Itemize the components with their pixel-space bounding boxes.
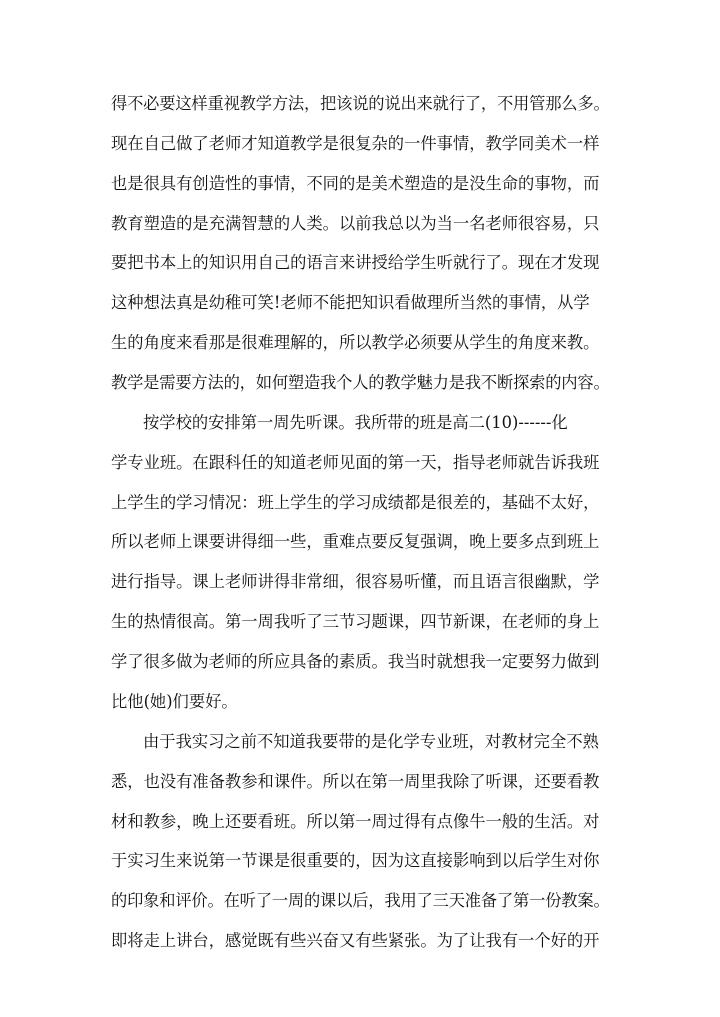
- text-line: 生的热情很高。第一周我听了三节习题课，四节新课，在老师的身上: [111, 612, 600, 631]
- text-line: 由于我实习之前不知道我要带的是化学专业班，对教材完全不熟: [143, 732, 599, 751]
- text-line: 教育塑造的是充满智慧的人类。以前我总以为当一名老师很容易，只: [111, 214, 600, 233]
- text-line: 教学是需要方法的，如何塑造我个人的教学魅力是我不断探索的内容。: [111, 373, 610, 392]
- text-line: 学了很多做为老师的所应具备的素质。我当时就想我一定要努力做到: [111, 652, 600, 671]
- text-line: 也是很具有创造性的事情，不同的是美术塑造的是没生命的事物，而: [111, 174, 600, 193]
- text-line: 所以老师上课要讲得细一些，重难点要反复强调，晚上要多点到班上: [111, 532, 600, 551]
- text-line: 进行指导。课上老师讲得非常细，很容易听懂，而且语言很幽默，学: [111, 572, 600, 591]
- text-line: 学专业班。在跟科任的知道老师见面的第一天，指导老师就告诉我班: [111, 453, 600, 472]
- text-line: 悉，也没有准备教参和课件。所以在第一周里我除了听课，还要看教: [111, 772, 600, 791]
- text-line: 这种想法真是幼稚可笑!老师不能把知识看做理所当然的事情，从学: [111, 293, 590, 312]
- text-line: 于实习生来说第一节课是很重要的，因为这直接影响到以后学生对你: [111, 851, 600, 870]
- text-line: 上学生的学习情况：班上学生的学习成绩都是很差的，基础不太好，: [111, 493, 600, 512]
- text-line: 的印象和评价。在听了一周的课以后，我用了三天准备了第一份教案。: [111, 891, 610, 910]
- text-line: 按学校的安排第一周先听课。我所带的班是高二(10)------化: [143, 413, 568, 432]
- text-line: 生的角度来看那是很难理解的，所以教学必须要从学生的角度来教。: [111, 333, 600, 352]
- text-line: 要把书本上的知识用自己的语言来讲授给学生听就行了。现在才发现: [111, 253, 600, 272]
- text-line: 现在自己做了老师才知道教学是很复杂的一件事情，教学同美术一样: [111, 134, 600, 153]
- text-line: 即将走上讲台，感觉既有些兴奋又有些紧张。为了让我有一个好的开: [111, 931, 600, 950]
- text-line: 比他(她)们要好。: [111, 692, 238, 711]
- text-line: 材和教参，晚上还要看班。所以第一周过得有点像牛一般的生活。对: [111, 812, 600, 831]
- text-line: 得不必要这样重视教学方法，把该说的说出来就行了，不用管那么多。: [111, 94, 610, 113]
